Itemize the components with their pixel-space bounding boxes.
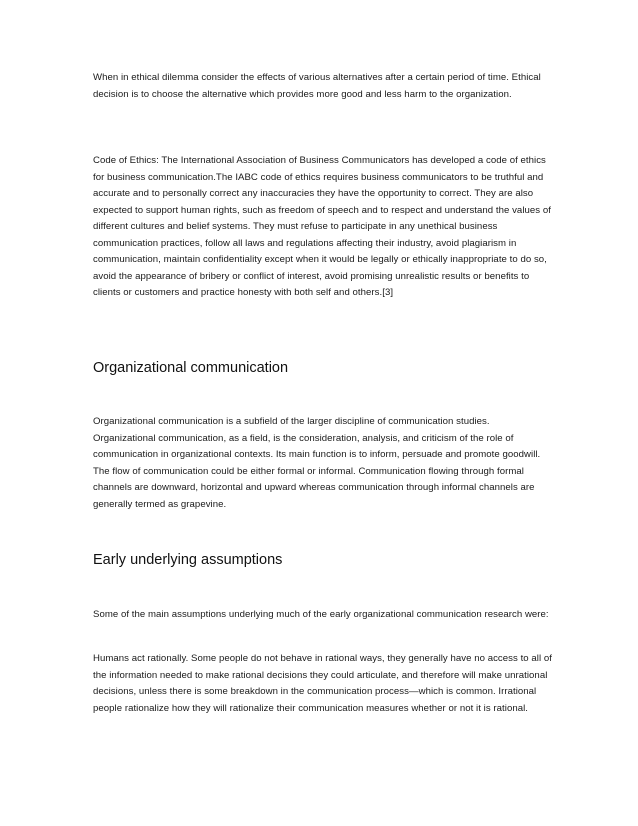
organizational-communication-paragraph: Organizational communication is a subfield of the larger discipline of communication studies. Organizational communication, as a field, is the consideration, analysis, and criticism of the role of communication in organizational contexts. Its main function is to inform, persuade and promote goodwill. The flow of communication could be either formal or informal. Communication flowing through formal channels are downward, horizontal and upward whereas communication through informal channels are generally termed as grapevine.	[93, 416, 541, 510]
assumptions-intro-paragraph: Some of the main assumptions underlying much of the early organizational communication research were:	[93, 609, 549, 620]
humans-act-rationally-paragraph: Humans act rationally. Some people do not behave in rational ways, they generally have no access to all of the information needed to make rational decisions they could articulate, and therefore will make unrational decisions, unless there is some breakdown in the communication process—which is common. Irrational people rationalize how they will rationalize their communication measures whether or not it is rational.	[93, 653, 552, 714]
organizational-communication-heading: Organizational communication	[93, 360, 289, 376]
ethical-dilemma-paragraph: When in ethical dilemma consider the effects of various alternatives after a certain period of time. Ethical decision is to choose the alternative which provides more good and less harm to the organization.	[93, 72, 541, 100]
code-of-ethics-paragraph: Code of Ethics: The International Association of Business Communicators has developed a code of ethics for business communication.The IABC code of ethics requires business communicators to be truthful and accurate and to personally correct any inaccuracies they have the opportunity to correct. They are also expected to support human rights, such as freedom of speech and to respect and understand the values of different cultures and belief systems. They must refuse to participate in any unethical business communication practices, follow all laws and regulations affecting their industry, avoid plagiarism in communication, maintain confidentiality except when it would be legally or ethically inappropriate to do so, avoid the appearance of bribery or conflict of interest, avoid promising unrealistic results or benefits to clients or customers and practice honesty with both self and others.[3]	[93, 155, 551, 298]
early-assumptions-heading: Early underlying assumptions	[93, 552, 283, 568]
